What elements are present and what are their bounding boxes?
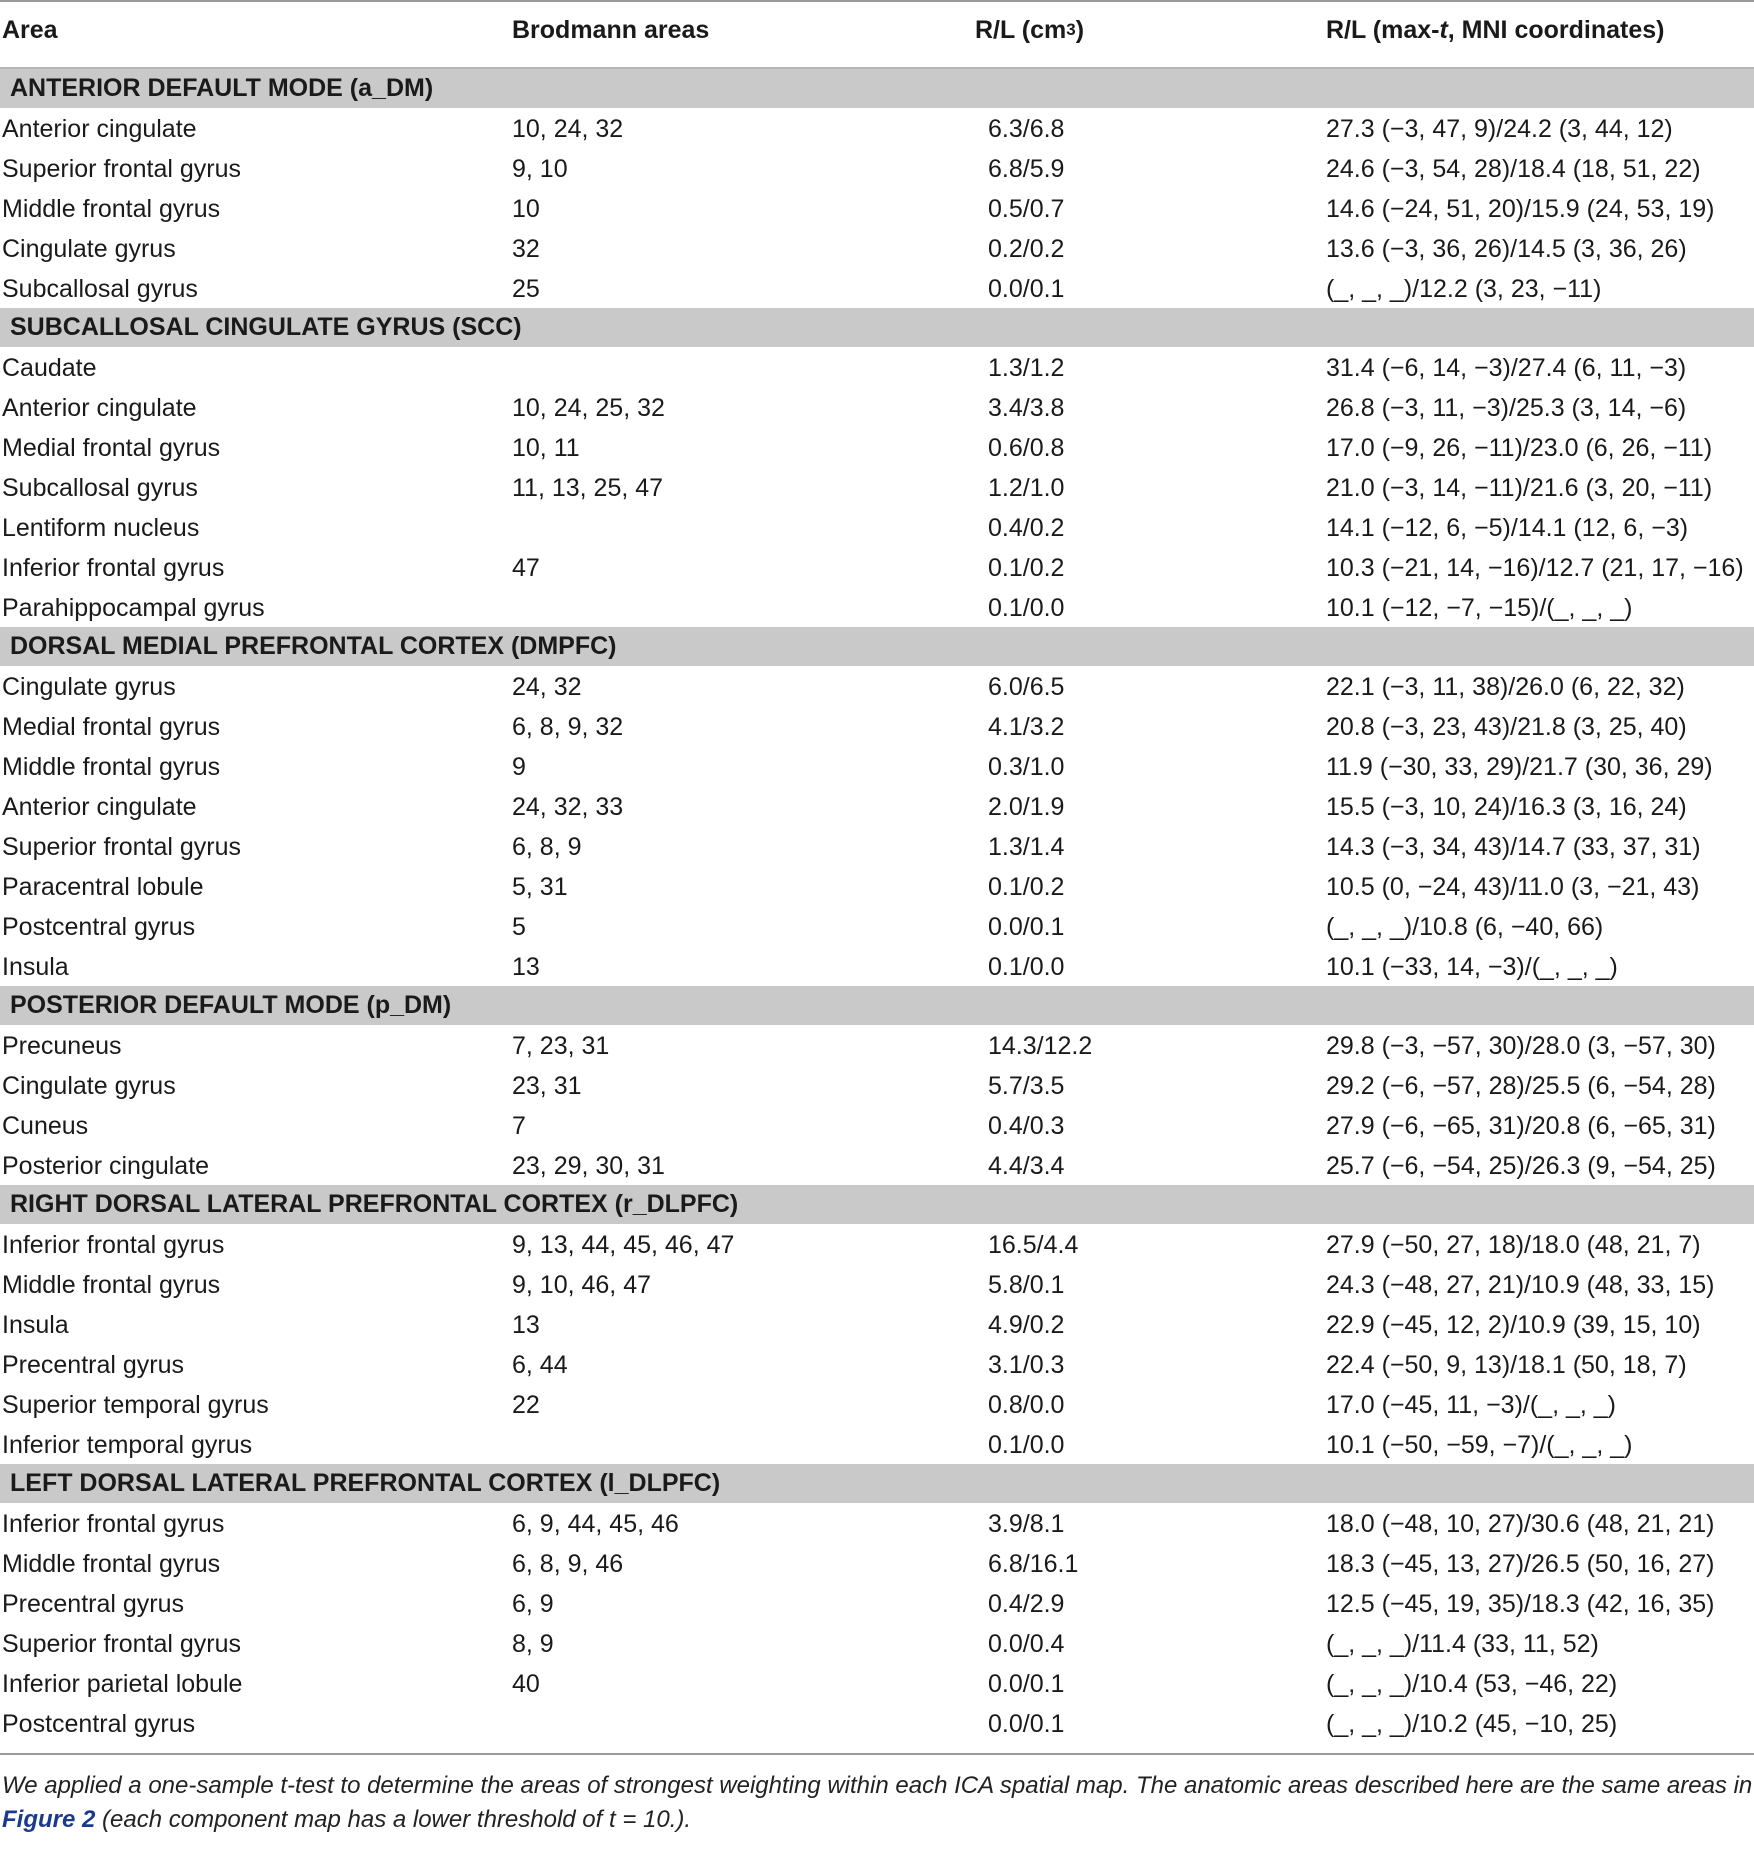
cell-brodmann-areas: 9, 13, 44, 45, 46, 47	[512, 1231, 735, 1259]
cell-area: Middle frontal gyrus	[2, 1271, 221, 1299]
table-row	[0, 826, 1754, 866]
cell-brodmann-areas: 7, 23, 31	[512, 1032, 610, 1060]
table-row	[0, 1145, 1754, 1185]
cell-brodmann-areas: 6, 8, 9, 46	[512, 1550, 624, 1578]
cell-volume: 0.5/0.7	[988, 195, 1065, 223]
table-row	[0, 1264, 1754, 1304]
table-row	[0, 547, 1754, 587]
table-row	[0, 1583, 1754, 1623]
cell-area: Postcentral gyrus	[2, 1710, 196, 1738]
cell-area: Cingulate gyrus	[2, 1072, 176, 1100]
cell-volume: 1.2/1.0	[988, 474, 1065, 502]
table-row	[0, 188, 1754, 228]
table-row	[0, 1503, 1754, 1543]
cell-volume: 6.3/6.8	[988, 115, 1065, 143]
cell-brodmann-areas: 32	[512, 235, 540, 263]
table-row	[0, 1304, 1754, 1344]
cell-area: Cingulate gyrus	[2, 673, 176, 701]
cell-volume: 0.1/0.2	[988, 873, 1065, 901]
cell-coordinates: 24.6 (−3, 54, 28)/18.4 (18, 51, 22)	[1326, 155, 1701, 183]
cell-coordinates: (_, _, _)/10.2 (45, −10, 25)	[1326, 1710, 1618, 1738]
header-volume-superscript: 3	[1066, 20, 1076, 39]
cell-brodmann-areas: 6, 8, 9	[512, 833, 582, 861]
header-volume-suffix: )	[1075, 16, 1085, 44]
cell-volume: 4.1/3.2	[988, 713, 1065, 741]
cell-brodmann-areas: 10, 11	[512, 434, 580, 462]
cell-coordinates: 17.0 (−45, 11, −3)/(_, _, _)	[1326, 1391, 1616, 1419]
cell-volume: 3.9/8.1	[988, 1510, 1065, 1538]
cell-volume: 0.4/2.9	[988, 1590, 1065, 1618]
table-row	[0, 1025, 1754, 1065]
cell-area: Paracentral lobule	[2, 873, 204, 901]
cell-coordinates: 27.9 (−50, 27, 18)/18.0 (48, 21, 7)	[1326, 1231, 1701, 1259]
cell-brodmann-areas: 13	[512, 953, 540, 981]
cell-coordinates: 17.0 (−9, 26, −11)/23.0 (6, 26, −11)	[1326, 434, 1713, 462]
cell-volume: 0.0/0.1	[988, 1710, 1065, 1738]
table-body	[0, 69, 1754, 1743]
cell-brodmann-areas: 8, 9	[512, 1630, 554, 1658]
cell-brodmann-areas: 6, 9	[512, 1590, 554, 1618]
cell-coordinates: 10.1 (−50, −59, −7)/(_, _, _)	[1326, 1431, 1633, 1459]
cell-coordinates: 18.0 (−48, 10, 27)/30.6 (48, 21, 21)	[1326, 1510, 1715, 1538]
cell-coordinates: 12.5 (−45, 19, 35)/18.3 (42, 16, 35)	[1326, 1590, 1715, 1618]
cell-coordinates: 22.9 (−45, 12, 2)/10.9 (39, 15, 10)	[1326, 1311, 1701, 1339]
cell-area: Anterior cingulate	[2, 115, 197, 143]
cell-brodmann-areas: 10, 24, 25, 32	[512, 394, 665, 422]
cell-coordinates: 14.6 (−24, 51, 20)/15.9 (24, 53, 19)	[1326, 195, 1715, 223]
section-header	[0, 308, 1754, 347]
cell-coordinates: 20.8 (−3, 23, 43)/21.8 (3, 25, 40)	[1326, 713, 1687, 741]
cell-area: Superior frontal gyrus	[2, 1630, 242, 1658]
cell-area: Inferior frontal gyrus	[2, 554, 225, 582]
cell-volume: 1.3/1.2	[988, 354, 1065, 382]
cell-volume: 0.1/0.2	[988, 554, 1065, 582]
cell-brodmann-areas: 6, 9, 44, 45, 46	[512, 1510, 679, 1538]
cell-volume: 3.4/3.8	[988, 394, 1065, 422]
cell-brodmann-areas: 24, 32	[512, 673, 582, 701]
cell-coordinates: 10.3 (−21, 14, −16)/12.7 (21, 17, −16)	[1326, 554, 1744, 582]
header-area: Area	[2, 16, 58, 44]
cell-area: Parahippocampal gyrus	[2, 594, 265, 622]
table-row	[0, 148, 1754, 188]
cell-volume: 0.0/0.1	[988, 1670, 1065, 1698]
table-row	[0, 706, 1754, 746]
cell-volume: 6.0/6.5	[988, 673, 1065, 701]
section-header	[0, 1464, 1754, 1503]
cell-brodmann-areas: 11, 13, 25, 47	[512, 474, 664, 502]
cell-area: Medial frontal gyrus	[2, 434, 221, 462]
cell-brodmann-areas: 9	[512, 753, 526, 781]
cell-brodmann-areas: 6, 44	[512, 1351, 568, 1379]
cell-coordinates: 27.9 (−6, −65, 31)/20.8 (6, −65, 31)	[1326, 1112, 1716, 1140]
cell-brodmann-areas: 6, 8, 9, 32	[512, 713, 624, 741]
table-bottom-rule	[0, 1753, 1754, 1755]
section-header	[0, 69, 1754, 108]
cell-coordinates: 13.6 (−3, 36, 26)/14.5 (3, 36, 26)	[1326, 235, 1687, 263]
cell-brodmann-areas: 5, 31	[512, 873, 568, 901]
cell-area: Subcallosal gyrus	[2, 474, 198, 502]
cell-area: Anterior cingulate	[2, 394, 197, 422]
figure-2-link[interactable]: Figure 2	[2, 1806, 96, 1833]
section-header	[0, 1185, 1754, 1224]
cell-coordinates: (_, _, _)/10.4 (53, −46, 22)	[1326, 1670, 1618, 1698]
cell-coordinates: 10.1 (−12, −7, −15)/(_, _, _)	[1326, 594, 1633, 622]
cell-volume: 0.4/0.2	[988, 514, 1065, 542]
cell-area: Insula	[2, 953, 69, 981]
cell-brodmann-areas: 47	[512, 554, 540, 582]
cell-volume: 1.3/1.4	[988, 833, 1065, 861]
cell-coordinates: 26.8 (−3, 11, −3)/25.3 (3, 14, −6)	[1326, 394, 1687, 422]
header-brodmann-areas: Brodmann areas	[512, 16, 710, 44]
cell-coordinates: 10.1 (−33, 14, −3)/(_, _, _)	[1326, 953, 1618, 981]
section-title: POSTERIOR DEFAULT MODE (p_DM)	[10, 991, 452, 1019]
cell-volume: 6.8/5.9	[988, 155, 1065, 183]
cell-area: Middle frontal gyrus	[2, 753, 221, 781]
cell-brodmann-areas: 25	[512, 275, 540, 303]
table-row	[0, 467, 1754, 507]
cell-coordinates: (_, _, _)/12.2 (3, 23, −11)	[1326, 275, 1602, 303]
cell-coordinates: 14.1 (−12, 6, −5)/14.1 (12, 6, −3)	[1326, 514, 1689, 542]
table-row	[0, 786, 1754, 826]
table-header-row	[0, 0, 1754, 69]
table-row	[0, 1703, 1754, 1743]
cell-coordinates: 22.1 (−3, 11, 38)/26.0 (6, 22, 32)	[1326, 673, 1685, 701]
table-row	[0, 1105, 1754, 1145]
section-header	[0, 986, 1754, 1025]
section-title: DORSAL MEDIAL PREFRONTAL CORTEX (DMPFC)	[10, 632, 617, 660]
cell-volume: 5.7/3.5	[988, 1072, 1065, 1100]
table-row	[0, 1623, 1754, 1663]
cell-brodmann-areas: 5	[512, 913, 526, 941]
table-row	[0, 1663, 1754, 1703]
cell-area: Subcallosal gyrus	[2, 275, 198, 303]
cell-area: Precentral gyrus	[2, 1590, 185, 1618]
cell-volume: 0.3/1.0	[988, 753, 1065, 781]
cell-volume: 0.1/0.0	[988, 953, 1065, 981]
table-row	[0, 1424, 1754, 1464]
cell-coordinates: 22.4 (−50, 9, 13)/18.1 (50, 18, 7)	[1326, 1351, 1687, 1379]
cell-coordinates: 29.8 (−3, −57, 30)/28.0 (3, −57, 30)	[1326, 1032, 1716, 1060]
cell-area: Inferior frontal gyrus	[2, 1231, 225, 1259]
cell-brodmann-areas: 23, 31	[512, 1072, 582, 1100]
cell-volume: 6.8/16.1	[988, 1550, 1079, 1578]
table-row	[0, 387, 1754, 427]
cell-volume: 0.1/0.0	[988, 594, 1065, 622]
header-maxt-suffix: , MNI coordinates)	[1447, 16, 1665, 44]
cell-area: Middle frontal gyrus	[2, 1550, 221, 1578]
caption-line-2	[2, 1803, 1754, 1837]
cell-coordinates: 27.3 (−3, 47, 9)/24.2 (3, 44, 12)	[1326, 115, 1673, 143]
cell-brodmann-areas: 24, 32, 33	[512, 793, 624, 821]
cell-brodmann-areas: 10	[512, 195, 540, 223]
cell-area: Caudate	[2, 354, 97, 382]
header-maxt-prefix: R/L (max-	[1326, 16, 1440, 44]
header-maxt-t: t	[1439, 16, 1448, 44]
cell-brodmann-areas: 7	[512, 1112, 526, 1140]
cell-area: Medial frontal gyrus	[2, 713, 221, 741]
cell-coordinates: (_, _, _)/10.8 (6, −40, 66)	[1326, 913, 1604, 941]
cell-coordinates: 25.7 (−6, −54, 25)/26.3 (9, −54, 25)	[1326, 1152, 1716, 1180]
table-row	[0, 1384, 1754, 1424]
cell-coordinates: 14.3 (−3, 34, 43)/14.7 (33, 37, 31)	[1326, 833, 1701, 861]
caption-line-2-rest: (each component map has a lower threshold of t = 10.).	[95, 1806, 692, 1833]
header-max-t-coordinates	[1326, 16, 1664, 45]
cell-volume: 0.2/0.2	[988, 235, 1065, 263]
cell-area: Posterior cingulate	[2, 1152, 210, 1180]
table-row	[0, 1224, 1754, 1264]
cell-area: Inferior temporal gyrus	[2, 1431, 253, 1459]
cell-volume: 5.8/0.1	[988, 1271, 1065, 1299]
cell-brodmann-areas: 22	[512, 1391, 540, 1419]
cell-brodmann-areas: 10, 24, 32	[512, 115, 624, 143]
cell-brodmann-areas: 13	[512, 1311, 540, 1339]
cell-coordinates: 21.0 (−3, 14, −11)/21.6 (3, 20, −11)	[1326, 474, 1713, 502]
cell-area: Precuneus	[2, 1032, 122, 1060]
table-row	[0, 866, 1754, 906]
cell-volume: 0.1/0.0	[988, 1431, 1065, 1459]
cell-area: Cingulate gyrus	[2, 235, 176, 263]
cell-volume: 0.0/0.1	[988, 275, 1065, 303]
cell-volume: 0.8/0.0	[988, 1391, 1065, 1419]
table-row	[0, 946, 1754, 986]
table-row	[0, 1344, 1754, 1384]
table-row	[0, 1543, 1754, 1583]
caption-line-1: We applied a one-sample t-test to determine the areas of strongest weighting within each ICA spatial map. The anatomic areas described here are the same areas in	[2, 1772, 1753, 1799]
cell-coordinates: 24.3 (−48, 27, 21)/10.9 (48, 33, 15)	[1326, 1271, 1715, 1299]
section-title: SUBCALLOSAL CINGULATE GYRUS (SCC)	[10, 313, 522, 341]
cell-volume: 16.5/4.4	[988, 1231, 1079, 1259]
table-row	[0, 228, 1754, 268]
table-row	[0, 347, 1754, 387]
cell-coordinates: (_, _, _)/11.4 (33, 11, 52)	[1326, 1630, 1599, 1658]
table-row	[0, 1065, 1754, 1105]
cell-coordinates: 10.5 (0, −24, 43)/11.0 (3, −21, 43)	[1326, 873, 1700, 901]
table-row	[0, 746, 1754, 786]
cell-area: Precentral gyrus	[2, 1351, 185, 1379]
table-row	[0, 507, 1754, 547]
section-title: RIGHT DORSAL LATERAL PREFRONTAL CORTEX (r_DLPFC)	[10, 1190, 739, 1218]
cell-area: Middle frontal gyrus	[2, 195, 221, 223]
cell-coordinates: 31.4 (−6, 14, −3)/27.4 (6, 11, −3)	[1326, 354, 1687, 382]
table-row	[0, 108, 1754, 148]
cell-coordinates: 29.2 (−6, −57, 28)/25.5 (6, −54, 28)	[1326, 1072, 1716, 1100]
cell-brodmann-areas: 9, 10, 46, 47	[512, 1271, 652, 1299]
header-volume	[975, 16, 1084, 45]
table-row	[0, 666, 1754, 706]
cell-area: Superior frontal gyrus	[2, 155, 242, 183]
cell-volume: 2.0/1.9	[988, 793, 1065, 821]
cell-volume: 0.4/0.3	[988, 1112, 1065, 1140]
cell-volume: 0.6/0.8	[988, 434, 1065, 462]
section-header	[0, 627, 1754, 666]
cell-volume: 3.1/0.3	[988, 1351, 1065, 1379]
cell-volume: 0.0/0.4	[988, 1630, 1065, 1658]
header-volume-prefix: R/L (cm	[975, 16, 1067, 44]
cell-volume: 4.9/0.2	[988, 1311, 1065, 1339]
table-caption	[0, 1769, 1754, 1837]
cell-area: Insula	[2, 1311, 69, 1339]
cell-area: Superior temporal gyrus	[2, 1391, 269, 1419]
table-row	[0, 587, 1754, 627]
cell-coordinates: 11.9 (−30, 33, 29)/21.7 (30, 36, 29)	[1326, 753, 1713, 781]
cell-brodmann-areas: 40	[512, 1670, 540, 1698]
cell-volume: 14.3/12.2	[988, 1032, 1093, 1060]
section-title: LEFT DORSAL LATERAL PREFRONTAL CORTEX (l_DLPFC)	[10, 1469, 721, 1497]
section-title: ANTERIOR DEFAULT MODE (a_DM)	[10, 74, 434, 102]
cell-area: Superior frontal gyrus	[2, 833, 242, 861]
table-row	[0, 427, 1754, 467]
cell-volume: 0.0/0.1	[988, 913, 1065, 941]
cell-coordinates: 18.3 (−45, 13, 27)/26.5 (50, 16, 27)	[1326, 1550, 1715, 1578]
cell-area: Anterior cingulate	[2, 793, 197, 821]
cell-area: Inferior frontal gyrus	[2, 1510, 225, 1538]
cell-area: Postcentral gyrus	[2, 913, 196, 941]
cell-brodmann-areas: 23, 29, 30, 31	[512, 1152, 665, 1180]
cell-area: Lentiform nucleus	[2, 514, 200, 542]
cell-brodmann-areas: 9, 10	[512, 155, 568, 183]
table-row	[0, 906, 1754, 946]
table-row	[0, 268, 1754, 308]
cell-area: Cuneus	[2, 1112, 89, 1140]
cell-coordinates: 15.5 (−3, 10, 24)/16.3 (3, 16, 24)	[1326, 793, 1687, 821]
cell-area: Inferior parietal lobule	[2, 1670, 243, 1698]
cell-volume: 4.4/3.4	[988, 1152, 1065, 1180]
